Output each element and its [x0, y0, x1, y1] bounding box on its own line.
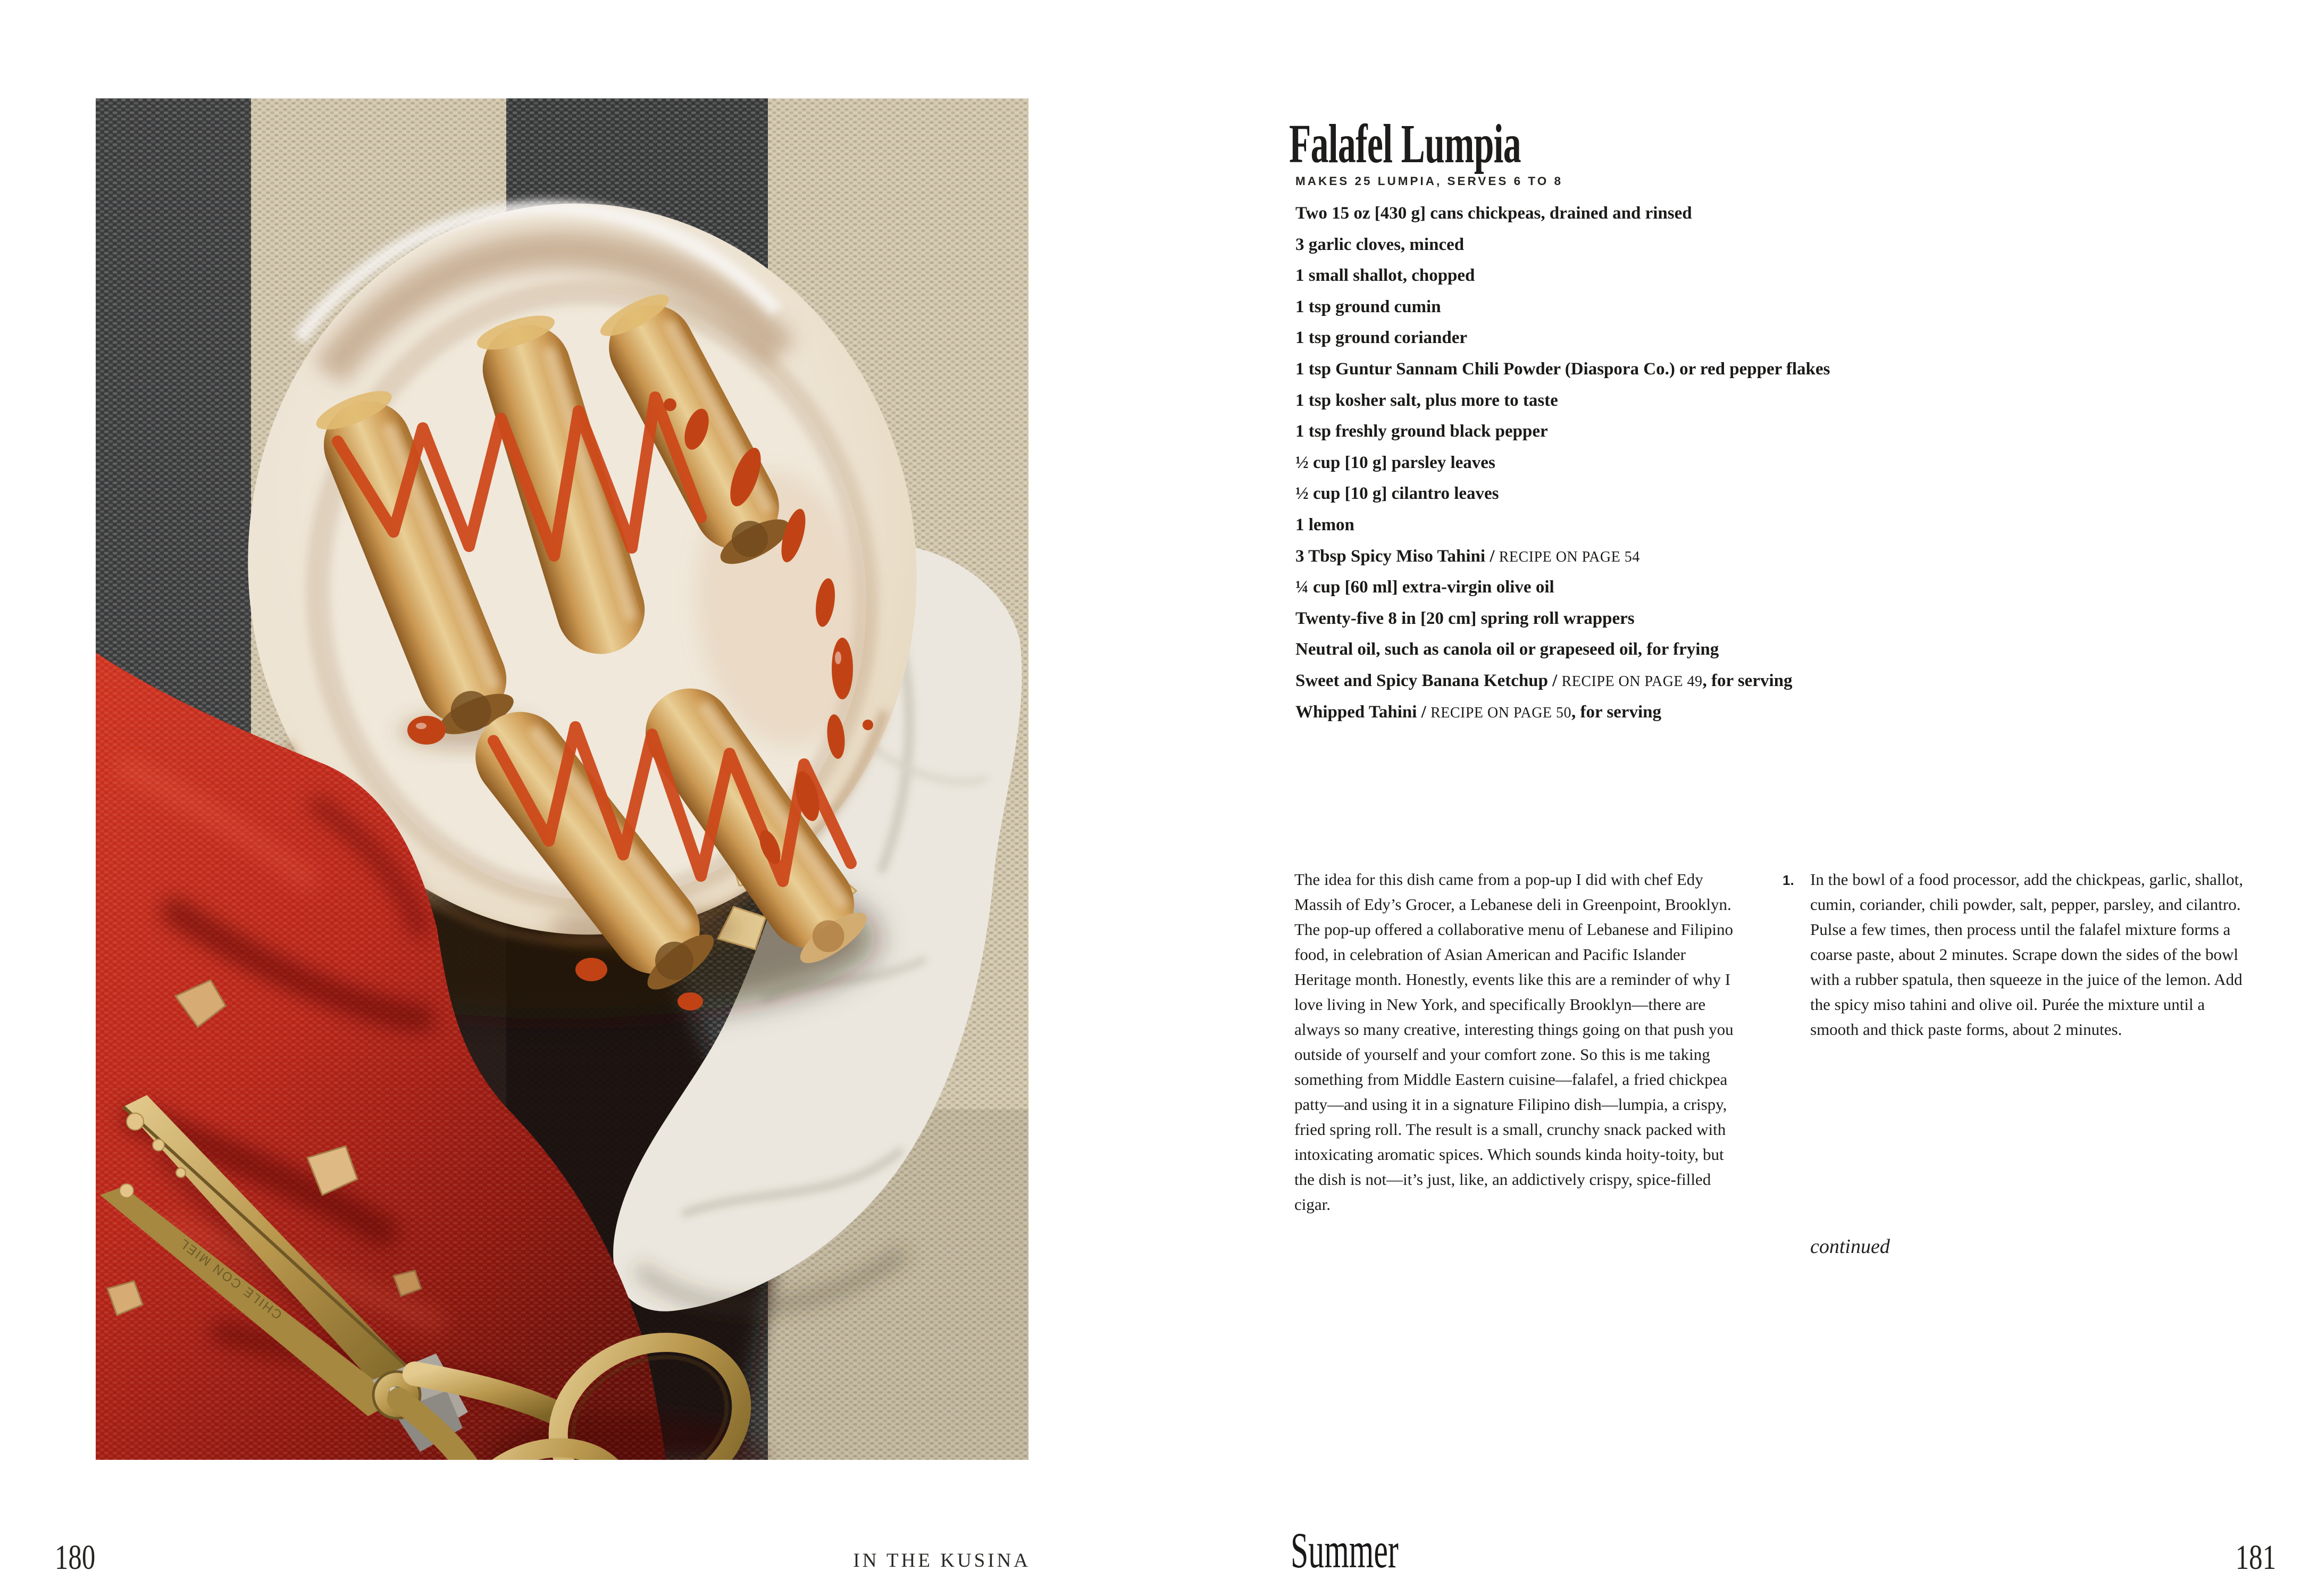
ingredient-item: 1 lemon — [1295, 515, 1354, 534]
ingredient-item: Neutral oil, such as canola oil or grapeseed oil, for frying — [1295, 640, 1719, 659]
food-photo — [96, 98, 1028, 1460]
ingredient-item: 1 tsp ground coriander — [1295, 328, 1468, 348]
headnote-paragraph: The idea for this dish came from a pop-up I did with chef Edy Massih of Edy’s Grocer, a Lebanese deli in Greenpoint, Brooklyn. The pop-up offered a collaborative menu of Lebanese and Filipino food, in celebration of Asian American and Pacific Islander Heritage month. Honestly, events like this are a reminder of why I love living in New York, and specifically Brooklyn—there are always so many creative, interesting things going on that push you outside of yourself and your comfort zone. So this is me taking something from Middle Eastern cuisine—falafel, a fried chickpea patty—and using it in a signature Filipino dish—lumpia, a crispy, fried spring roll. The result is a small, crunchy snack packed with intoxicating aromatic spices. Which sounds kinda hoity-toity, but the dish is not—it’s just, like, an addictively crispy, spice-filled cigar. — [1294, 870, 1734, 1214]
yield-line: MAKES 25 LUMPIA, SERVES 6 TO 8 — [1295, 174, 1563, 188]
ingredient-item: Twenty-five 8 in [20 cm] spring roll wrappers — [1295, 608, 1635, 628]
right-page — [1154, 0, 2309, 1596]
ingredient-item: Sweet and Spicy Banana Ketchup / RECIPE ON PAGE 49, for serving — [1295, 671, 1793, 690]
step-number: 1. — [1783, 872, 1794, 888]
ingredient-item: 1 tsp kosher salt, plus more to taste — [1295, 390, 1558, 410]
ingredient-item: 3 garlic cloves, minced — [1295, 235, 1465, 254]
left-page — [0, 0, 1154, 1596]
instructions — [1783, 867, 2261, 1042]
ingredient-item: 1 tsp freshly ground black pepper — [1295, 422, 1548, 441]
page-number-right: 181 — [2235, 1538, 2276, 1577]
season-footer: Summer — [1291, 1522, 1399, 1578]
ingredient-item: ½ cup [10 g] cilantro leaves — [1295, 484, 1499, 504]
ingredient-item: Two 15 oz [430 g] cans chickpeas, drained and rinsed — [1295, 204, 1692, 223]
ingredient-item: ½ cup [10 g] parsley leaves — [1295, 453, 1495, 472]
ingredient-item: ¼ cup [60 ml] extra-virgin olive oil — [1295, 578, 1554, 597]
ingredient-item: 3 Tbsp Spicy Miso Tahini / RECIPE ON PAGE 54 — [1295, 546, 1640, 566]
ingredient-item: 1 tsp ground cumin — [1295, 297, 1441, 316]
step-text: In the bowl of a food processor, add the chickpeas, garlic, shallot, cumin, coriander, chili powder, salt, pepper, parsley, and cilantro. Pulse a few times, then process until the falafel mixture forms a coarse paste, about 2 minutes. Scrape down the sides of the bowl with a rubber spatula, then squeeze in the juice of the lemon. Add the spicy miso tahini and olive oil. Purée the mixture until a smooth and thick paste forms, about 2 minutes. — [1810, 870, 2243, 1039]
ingredient-item: 1 tsp Guntur Sannam Chili Powder (Diaspora Co.) or red pepper flakes — [1295, 359, 1830, 379]
step-item — [1783, 867, 2261, 1042]
ingredient-item: Whipped Tahini / RECIPE ON PAGE 50, for serving — [1295, 702, 1661, 722]
continued-note: continued — [1810, 1235, 1890, 1258]
ingredients-list — [1295, 198, 1830, 728]
running-footer: IN THE KUSINA — [853, 1550, 1031, 1572]
recipe-title: Falafel Lumpia — [1289, 113, 1521, 174]
page-number-left: 180 — [55, 1538, 96, 1577]
ingredient-item: 1 small shallot, chopped — [1295, 266, 1475, 286]
